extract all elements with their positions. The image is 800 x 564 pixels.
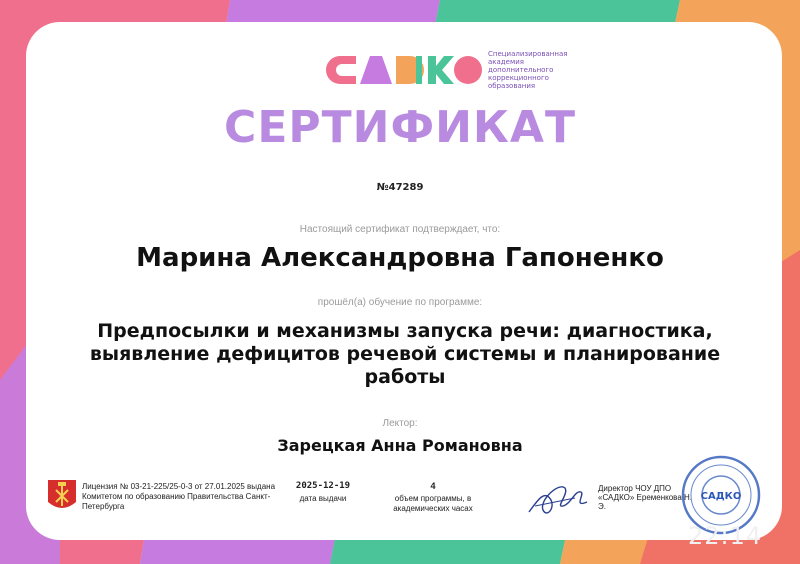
stamp-text: САДКО — [700, 491, 742, 502]
lecturer-name: Зарецкая Анна Романовна — [277, 436, 523, 455]
license-text: Лицензия № 03-21-225/25-0-3 от 27.01.2025 выдана Комитетом по образованию Правительства Санкт-Петербурга — [82, 482, 276, 511]
director-text: Директор ЧОУ ДПО «САДКО» Еременкова Н. Э. — [598, 484, 693, 511]
director-signature — [525, 478, 591, 524]
recipient-name: Марина Александровна Гапоненко — [136, 243, 664, 273]
hours-block — [378, 481, 488, 514]
lecturer-label: Лектор: — [382, 418, 418, 429]
hours-label: объем программы, в академических часах — [393, 494, 473, 513]
certificate-number: №47289 — [376, 182, 424, 193]
spb-emblem-icon — [48, 480, 76, 512]
completed-text: прошёл(а) обучение по программе: — [317, 297, 483, 308]
issue-date-label: дата выдачи — [299, 494, 347, 503]
program-title: Предпосылки и механизмы запуска речи: диагностика, выявление дефицитов речевой системы и планирование работы — [89, 320, 721, 388]
logo — [326, 50, 580, 90]
sadko-logo-icon — [326, 54, 482, 86]
issue-date-block — [288, 481, 358, 504]
confirm-text: Настоящий сертификат подтверждает, что: — [299, 224, 501, 235]
logo-tagline: Специализированная академия дополнительного коррекционного образования — [488, 50, 568, 90]
certificate-card — [26, 22, 782, 540]
issue-date: 2025-12-19 — [295, 481, 351, 491]
clock-overlay: 22:14 — [688, 522, 763, 550]
certificate-title: СЕРТИФИКАТ — [224, 102, 576, 153]
hours-value: 4 — [430, 481, 436, 491]
